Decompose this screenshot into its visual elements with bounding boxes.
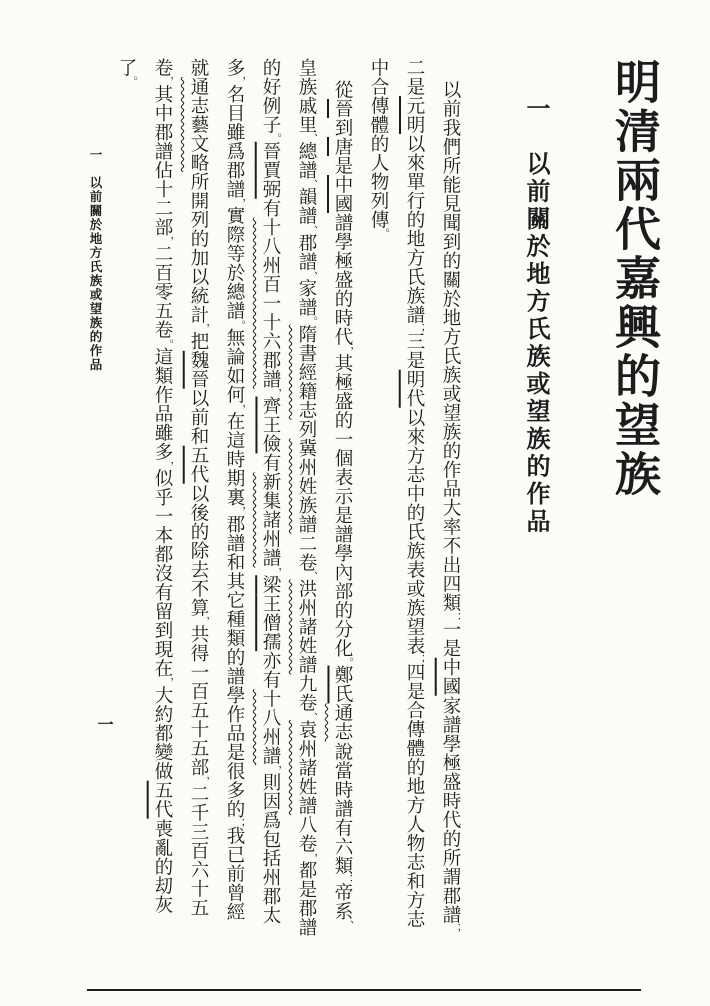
punctuation-mark: ， <box>269 764 282 777</box>
punctuation-mark: ， <box>197 323 210 336</box>
punctuation-mark: ， <box>233 198 246 210</box>
punctuation-mark: 。 <box>125 76 138 89</box>
proper-name-marked-text: 齊 <box>260 396 280 416</box>
punctuation-mark: ， <box>197 616 210 628</box>
punctuation-mark: ， <box>233 403 246 416</box>
punctuation-mark: ， <box>269 566 282 579</box>
text-run: 九卷、 <box>296 674 318 724</box>
book-title-marked-text: 冀州姓族譜 <box>296 438 316 534</box>
proper-name-marked-text: 王儉 <box>260 415 280 454</box>
punctuation-mark: 、 <box>305 179 318 191</box>
proper-name-marked-text: 晉 <box>332 99 352 119</box>
punctuation-mark: ： <box>449 611 462 624</box>
punctuation-mark: 、 <box>341 919 354 932</box>
punctuation-mark: 。 <box>341 657 354 669</box>
bottom-rule <box>87 989 641 991</box>
proper-name-marked-text: 鄭氏 <box>332 665 352 704</box>
page-content <box>108 58 660 938</box>
paragraph-2 <box>108 58 360 938</box>
punctuation-mark: ； <box>413 323 426 336</box>
text-run: 從 <box>332 80 352 100</box>
proper-name-marked-text: 元明 <box>404 96 424 134</box>
text-run: 有 <box>260 453 280 473</box>
punctuation-mark: ， <box>161 460 174 473</box>
text-run: 譜學極盛的時代，其極盛的一個表示是譜學內部的分化。 <box>332 213 354 669</box>
punctuation-mark: 、 <box>305 571 318 583</box>
text-run: 喪亂的刧灰了。 <box>116 58 172 914</box>
running-margin-note: 一 以前關於地方氏族或望族的作品 <box>88 148 102 372</box>
text-run: 說當時譜有六類：帝系、皇族戚里、總譜、韻譜、郡譜、家譜。 <box>296 58 354 932</box>
punctuation-mark: ； <box>233 818 246 830</box>
punctuation-mark: ， <box>161 677 174 689</box>
punctuation-mark: 。 <box>233 319 246 332</box>
book-title-marked-text: 新集諸州譜 <box>260 472 280 568</box>
text-run: 家譜學極盛時代的所謂郡譜；二是 <box>404 58 462 935</box>
text-run: ，則因爲包括州郡太多，名目雖爲郡譜，實際等於總譜。無論如何，在這時期裏，郡譜和其它種類的譜學作品是很多的；我已前曾經就 <box>188 58 282 925</box>
text-run: 以前和 <box>188 388 208 446</box>
proper-name-marked-text: 王僧孺 <box>260 594 280 652</box>
text-run: 二卷、 <box>296 533 318 583</box>
text-run: 所開列的加以統計，把 <box>188 172 210 351</box>
text-run: 是 <box>332 156 352 176</box>
proper-name-marked-text: 五代 <box>152 780 172 819</box>
book-title-marked-text: 通志 <box>332 703 352 742</box>
proper-name-marked-text: 明代 <box>404 369 424 408</box>
text-run: 亦有 <box>260 651 280 690</box>
book-title-marked-text: 隋書經籍志 <box>296 324 316 420</box>
proper-name-marked-text: 賈弼 <box>260 160 280 199</box>
text-run: 列 <box>296 419 316 439</box>
punctuation-mark: ， <box>341 345 354 358</box>
punctuation-mark: 。 <box>377 228 390 241</box>
proper-name-marked-text: 魏晉 <box>188 350 208 389</box>
text-run: 有 <box>260 198 280 218</box>
punctuation-mark: 。 <box>269 133 282 146</box>
text-run: 以來單行的地方氏族譜；三是 <box>404 134 426 370</box>
punctuation-mark: 、 <box>305 711 318 724</box>
book-title-marked-text: 十八州譜 <box>260 689 280 766</box>
text-run: 到 <box>332 118 352 138</box>
punctuation-mark: ， <box>305 852 318 865</box>
punctuation-mark: 。 <box>161 338 174 351</box>
page-number: 一 <box>95 716 112 732</box>
punctuation-mark: 、 <box>305 270 318 283</box>
proper-name-marked-text: 梁 <box>260 575 280 595</box>
punctuation-mark: ； <box>449 923 462 935</box>
punctuation-mark: ， <box>161 236 174 248</box>
punctuation-mark: 、 <box>305 224 318 237</box>
book-title-marked-text: 洪州諸姓譜 <box>296 579 316 675</box>
punctuation-mark: 、 <box>305 133 318 146</box>
book-title: 明清兩代嘉興的望族 <box>609 58 660 499</box>
text-run: 八卷，都是郡譜的好例子。 <box>260 58 318 937</box>
proper-name-marked-text: 晉 <box>260 141 280 161</box>
proper-name-marked-text: 中國 <box>332 175 352 214</box>
punctuation-mark: ， <box>233 76 246 89</box>
proper-name-marked-text: 五代 <box>188 445 208 484</box>
body-text <box>108 58 468 938</box>
book-title-marked-text: 通志藝文略 <box>188 77 208 172</box>
paragraph-1 <box>360 58 468 938</box>
punctuation-mark: ； <box>413 654 426 666</box>
punctuation-mark: ： <box>341 874 354 886</box>
punctuation-mark: ， <box>197 775 210 788</box>
book-title-marked-text: 十八州百一十六郡譜 <box>260 217 280 389</box>
text-run: 以來方志中的氏族表或族望表；四是合傳體的地方人物志和方志中合傳體的人物列傳。 <box>368 58 426 929</box>
punctuation-mark: ， <box>269 388 282 400</box>
text-run: 以後的除去不算，共得一百五十五部，二千三百六十五卷，其中郡譜佔十二部，二百零五卷。這類作品雖多，似乎一本都沒有留到現在，大約都變做 <box>152 58 210 918</box>
proper-name-marked-text: 唐 <box>332 137 352 157</box>
section-heading: 一 以前關於地方氏族或望族的作品 <box>522 96 548 536</box>
text-run: 以前我們所能見聞到的關於地方氏族或望族的作品大率不出四類：一是 <box>440 80 462 658</box>
book-title-marked-text: 袁州諸姓譜 <box>296 720 316 816</box>
punctuation-mark: 。 <box>305 316 318 328</box>
proper-name-marked-text: 中國 <box>440 657 460 696</box>
punctuation-mark: ， <box>233 506 246 518</box>
punctuation-mark: ， <box>161 76 174 89</box>
